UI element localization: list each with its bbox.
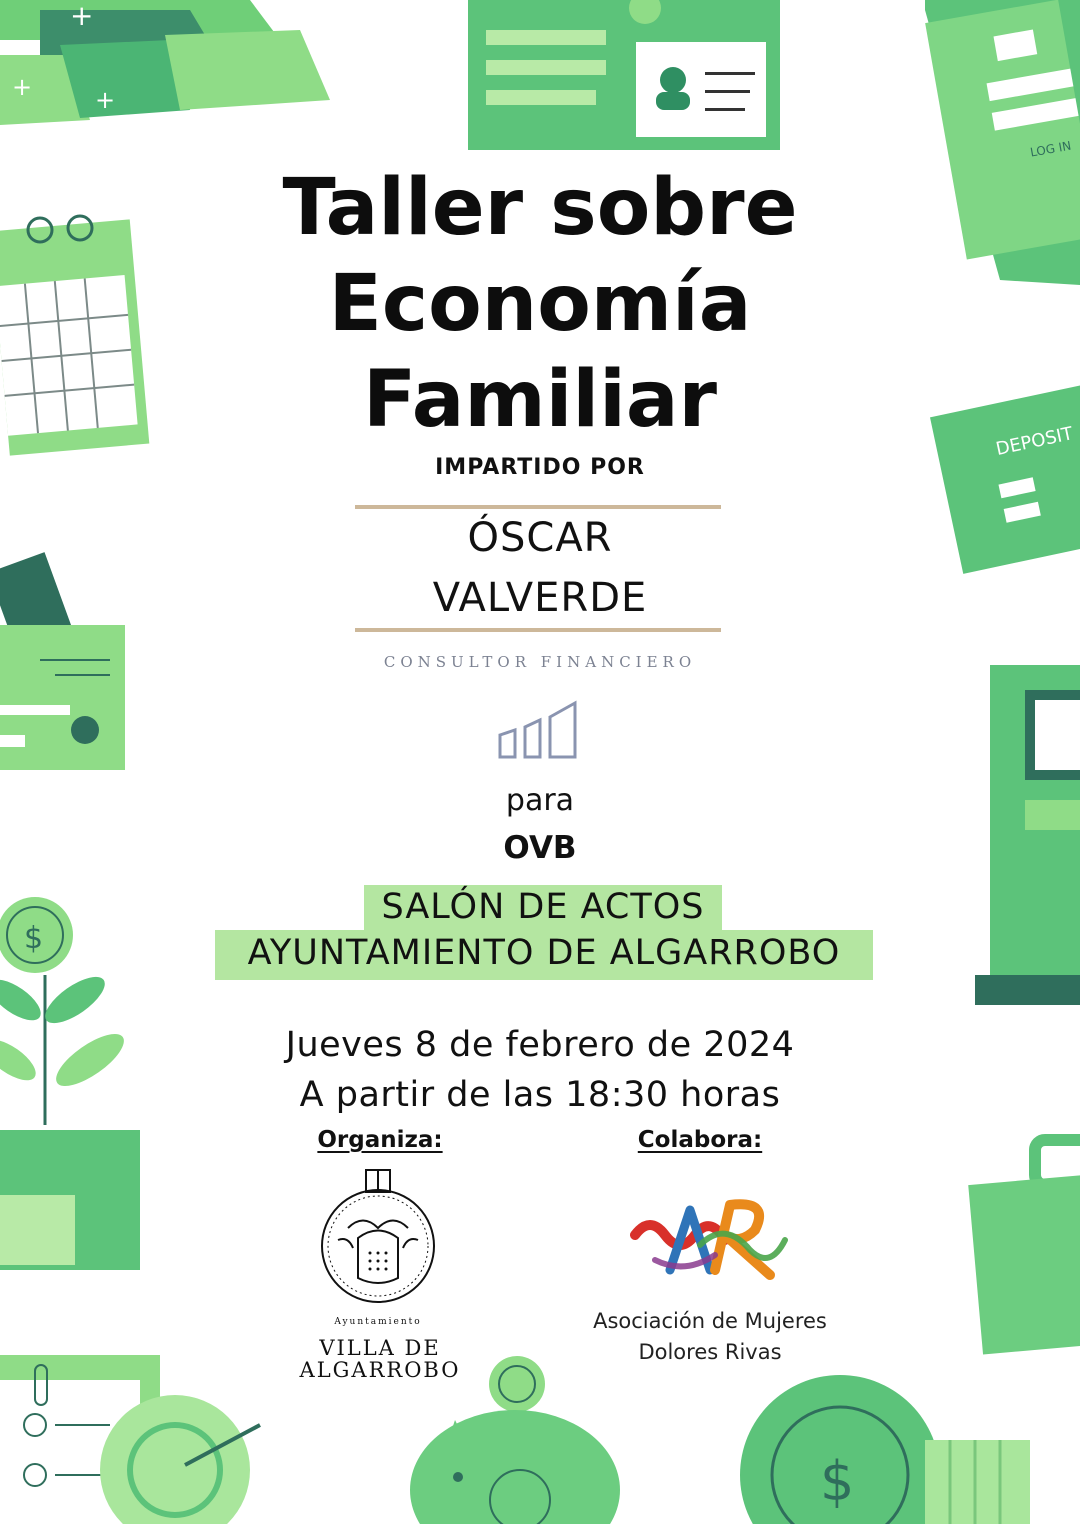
venue-line-2: AYUNTAMIENTO DE ALGARROBO [247, 933, 841, 973]
briefcase-illustration [968, 1140, 1080, 1354]
imparted-by-label: IMPARTIDO POR [435, 455, 645, 480]
collaborator-name-line-1: Asociación de Mujeres [593, 1309, 827, 1333]
svg-text:+: + [95, 86, 116, 114]
event-date: Jueves 8 de febrero de 2024 [285, 1025, 795, 1065]
seal-name-line-2: ALGARROBO [299, 1358, 461, 1382]
title-line-1: Taller sobre [282, 163, 798, 253]
organizer-label: Organiza: [317, 1127, 443, 1153]
speaker-name [0, 508, 1080, 628]
svg-text:+: + [12, 73, 33, 101]
collaborator-name-line-2: Dolores Rivas [638, 1340, 782, 1364]
title-line-3: Familiar [363, 355, 717, 445]
villa-algarrobo-seal-logo [318, 1168, 438, 1308]
bottom-divider [355, 628, 721, 632]
svg-text:+: + [70, 0, 94, 32]
for-label: para [505, 783, 575, 818]
coins-illustration [740, 1375, 1030, 1524]
speaker-first-name: ÓSCAR [467, 515, 613, 561]
dollar-coin-glyph: $ [820, 1450, 855, 1513]
seal-top-text: Ayuntamiento [334, 1317, 422, 1327]
id-card-illustration [468, 0, 780, 150]
deposit-label: DEPOSIT [994, 423, 1075, 460]
organization-name: OVB [503, 830, 577, 866]
seal-name-line-1: VILLA DE [319, 1336, 441, 1360]
speaker-last-name: VALVERDE [432, 575, 648, 621]
venue-line-1: SALÓN DE ACTOS [381, 887, 705, 927]
dolores-rivas-logo [630, 1190, 790, 1285]
title-line-2: Economía [328, 259, 752, 349]
event-datetime [0, 1020, 1080, 1120]
poster-title [0, 160, 1080, 448]
checklist-illustration [0, 1355, 260, 1524]
bar-chart-icon [497, 700, 581, 762]
collaborator-label: Colabora: [637, 1127, 763, 1153]
dollar-coin-glyph: $ [24, 921, 44, 956]
speaker-role: CONSULTOR FINANCIERO [383, 653, 697, 671]
bars-illustration [0, 0, 330, 125]
seal-name [280, 1337, 480, 1381]
event-time: A partir de las 18:30 horas [299, 1075, 781, 1115]
login-label: LOG IN [1029, 138, 1073, 160]
collaborator-name [560, 1306, 860, 1368]
